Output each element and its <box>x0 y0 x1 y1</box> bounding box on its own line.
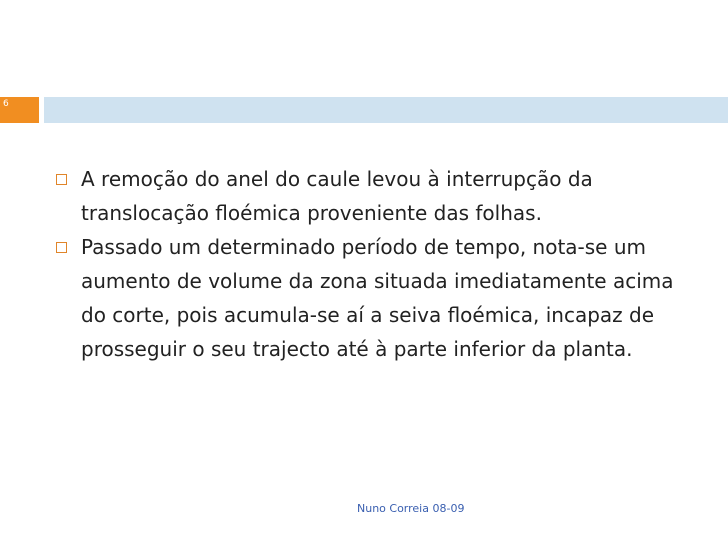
square-bullet-icon <box>56 174 67 185</box>
bullet-text: Passado um determinado período de tempo, nota-se um aumento de volume da zona situada imediatamente acima do corte, pois acumula-se aí a seiva floémica, incapaz de prosseguir o seu trajecto até à parte inferior da planta. <box>81 235 674 361</box>
slide-number-box <box>0 97 39 123</box>
slide-number: 6 <box>3 99 9 109</box>
square-bullet-icon <box>56 242 67 253</box>
footer-author: Nuno Correia 08-09 <box>357 502 465 515</box>
bullet-item <box>50 162 700 230</box>
slide-content <box>50 162 700 366</box>
bullet-text: A remoção do anel do caule levou à interrupção da translocação floémica proveniente das folhas. <box>81 167 593 225</box>
bullet-item <box>50 230 700 366</box>
header-bar <box>44 97 728 123</box>
